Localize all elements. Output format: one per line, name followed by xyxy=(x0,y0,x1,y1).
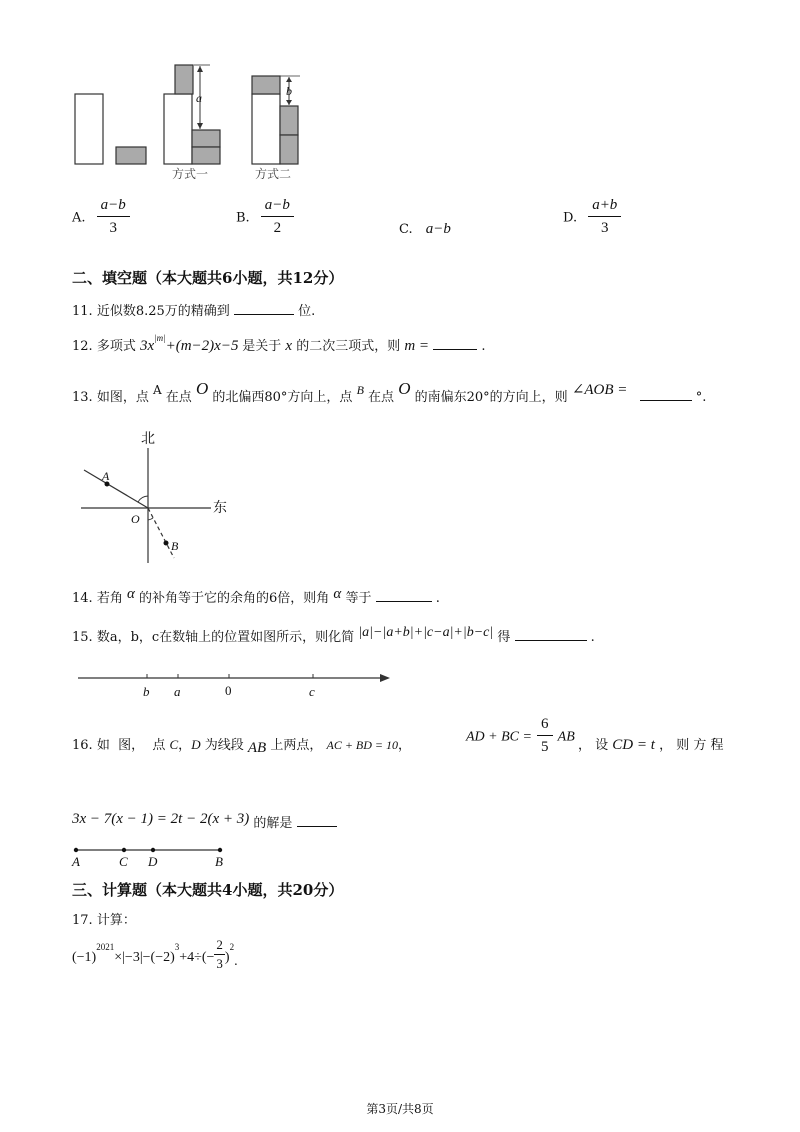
q15-expression: |a|−|a+b|+|c−a|+|b−c| xyxy=(358,625,494,640)
q13-p5: 的南偏东20°的方向上，则 xyxy=(414,390,568,405)
q12-text-before: 多项式 xyxy=(96,339,136,354)
option-a-label: A. xyxy=(72,210,86,226)
numberline-label-c: c xyxy=(309,684,315,699)
q12-text-after: 的二次三项式，则 xyxy=(296,339,401,354)
question-15 xyxy=(72,625,595,645)
q16-line1-end xyxy=(578,738,723,753)
q16-eq2-left: AD + BC = xyxy=(466,729,532,745)
q14-number: 14. xyxy=(72,591,93,606)
q13-point-a: A xyxy=(152,383,162,397)
q16-p6: 的解是 xyxy=(253,816,293,831)
q16-p4: ， 设 xyxy=(578,738,609,753)
q12-answer-blank[interactable] xyxy=(433,337,477,350)
q16-sep: ， xyxy=(178,738,192,753)
section-2-title: 二、填空题（本大题共6小题，共12分） xyxy=(72,269,344,287)
q17-fraction xyxy=(214,937,225,972)
q15-answer-blank[interactable] xyxy=(515,628,587,641)
option-a[interactable] xyxy=(72,197,130,237)
q17-fraction-den: 3 xyxy=(216,956,223,971)
option-d[interactable] xyxy=(563,197,621,237)
q13-point-b: B xyxy=(356,383,364,397)
compass-east-label: 东 xyxy=(213,500,227,516)
q12-end: . xyxy=(481,339,486,354)
q15-p1: 数a，b，c在数轴上的位置如图所示，则化简 xyxy=(96,630,355,645)
q17-expr-b: ×|−3|−(−2) xyxy=(114,950,175,965)
q16-main-equation: 3x − 7(x − 1) = 2t − 2(x + 3) xyxy=(72,811,250,827)
q12-term-3x: 3x xyxy=(139,338,155,354)
q13-number: 13. xyxy=(72,390,93,405)
q17-expression xyxy=(72,937,238,972)
q13-p4: 在点 xyxy=(368,390,395,405)
q12-text-mid: 是关于 xyxy=(242,339,282,354)
question-12 xyxy=(72,333,486,354)
q14-p2: 的补角等于它的余角的6倍，则角 xyxy=(139,591,330,606)
segment-point-a: A xyxy=(72,854,80,869)
q16-fraction-den: 5 xyxy=(541,739,549,755)
q12-rest: +(m−2)x−5 xyxy=(165,338,239,354)
q17-expr-c: +4÷(− xyxy=(179,950,215,965)
q13-p3: 的北偏西80°方向上，点 xyxy=(212,390,353,405)
compass-point-a: A xyxy=(102,469,110,483)
compass-north-label: 北 xyxy=(141,431,155,447)
q15-p2: 得 xyxy=(497,630,511,645)
q17-expr-d: ) xyxy=(224,950,230,965)
q11-text-before: 近似数8.25万的精确到 xyxy=(96,304,230,319)
option-c[interactable] xyxy=(399,218,451,238)
option-d-numerator: a+b xyxy=(588,197,621,217)
q16-eq2-right: AB xyxy=(557,729,575,745)
q12-var-x: x xyxy=(285,338,293,354)
q17-expr-a: (−1) xyxy=(72,950,97,965)
q12-exponent: |m| xyxy=(154,333,166,343)
compass-figure xyxy=(76,428,246,568)
option-a-fraction xyxy=(97,197,130,237)
question-11 xyxy=(72,302,315,318)
option-b-label: B. xyxy=(236,210,250,226)
option-c-label: C. xyxy=(399,222,413,237)
q11-text-after: 位. xyxy=(298,304,316,319)
numberline-label-b: b xyxy=(143,684,150,699)
q16-fraction-num: 6 xyxy=(537,716,553,736)
q16-equation-2 xyxy=(466,716,575,756)
q15-number: 15. xyxy=(72,630,93,645)
figure-label-b: b xyxy=(286,84,292,98)
q13-end: °. xyxy=(695,390,707,405)
segment-point-d: D xyxy=(148,854,158,869)
q17-number: 17. xyxy=(72,913,93,928)
figure-label-a: a xyxy=(196,91,202,105)
figure-caption-method1: 方式一 xyxy=(172,167,209,181)
q16-p2: 为线段 xyxy=(204,738,244,753)
q16-comma: ， xyxy=(398,738,412,753)
q16-answer-blank[interactable] xyxy=(297,814,337,827)
question-17 xyxy=(72,914,136,927)
q16-number: 16. xyxy=(72,738,93,753)
option-b-fraction xyxy=(261,197,294,237)
q14-alpha: α xyxy=(126,586,135,602)
option-a-denominator: 3 xyxy=(109,220,117,236)
option-d-label: D. xyxy=(563,210,578,226)
q13-p1: 如图，点 xyxy=(96,390,149,405)
q14-end: . xyxy=(435,591,440,606)
q13-point-o: O xyxy=(195,379,209,398)
page-number: 第3页/共8页 xyxy=(366,1102,434,1116)
q16-p3: 上两点， xyxy=(270,738,323,753)
q12-polynomial xyxy=(139,333,242,354)
section-3-title: 三、计算题（本大题共4小题，共20分） xyxy=(72,881,344,899)
q13-angle: ∠AOB = xyxy=(571,382,628,398)
q17-exp-3: 2 xyxy=(229,942,235,952)
q16-cd-eq: CD = t xyxy=(612,737,655,753)
option-b-denominator: 2 xyxy=(273,220,282,236)
q16-p1: 如 图， 点 xyxy=(96,738,166,753)
q12-number: 12. xyxy=(72,339,93,354)
q14-p3: 等于 xyxy=(345,591,372,606)
q11-number: 11. xyxy=(72,304,93,319)
q16-line2 xyxy=(72,810,337,831)
question-13 xyxy=(72,379,707,405)
question-16 xyxy=(72,737,412,756)
numberline-label-zero: 0 xyxy=(225,683,232,698)
figure-caption-method2: 方式二 xyxy=(255,167,292,181)
q13-p2: 在点 xyxy=(165,390,192,405)
option-b[interactable] xyxy=(236,197,294,237)
q17-fraction-num: 2 xyxy=(214,937,225,955)
q16-fraction xyxy=(537,716,553,756)
numberline-label-a: a xyxy=(174,684,181,699)
q11-answer-blank[interactable] xyxy=(234,302,294,315)
q16-p5: ， 则 方 程 xyxy=(659,738,724,753)
q16-equation-1: AC + BD = 10 xyxy=(326,738,399,752)
q16-point-d: D xyxy=(191,737,201,752)
q17-end: . xyxy=(234,954,238,969)
q12-m-eq: m = xyxy=(404,338,430,354)
option-d-fraction xyxy=(588,197,621,237)
option-b-numerator: a−b xyxy=(261,197,294,217)
q17-exp-1: 2021 xyxy=(96,942,115,952)
q14-alpha-2: α xyxy=(333,586,342,602)
q17-exp-2: 3 xyxy=(174,942,180,952)
q14-p1: 若角 xyxy=(96,591,123,606)
question-14 xyxy=(72,586,440,606)
segment-point-c: C xyxy=(119,854,128,869)
q13-answer-blank[interactable] xyxy=(640,388,692,401)
q13-point-o-2: O xyxy=(398,379,411,398)
option-c-expression: a−b xyxy=(425,221,451,237)
compass-point-b: B xyxy=(171,539,179,553)
number-line xyxy=(76,668,396,688)
option-d-denominator: 3 xyxy=(601,220,609,236)
q14-answer-blank[interactable] xyxy=(376,589,432,602)
q17-text: 计算： xyxy=(96,913,136,928)
q16-point-c: C xyxy=(169,737,179,752)
option-a-numerator: a−b xyxy=(97,197,130,217)
segment-point-b: B xyxy=(215,854,223,869)
compass-point-o: O xyxy=(131,512,140,526)
q15-end: . xyxy=(590,630,595,645)
q16-segment-ab: AB xyxy=(247,740,267,756)
